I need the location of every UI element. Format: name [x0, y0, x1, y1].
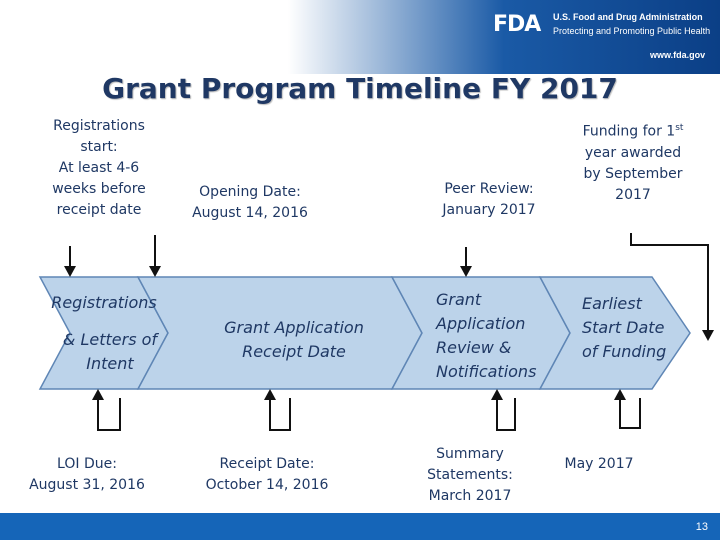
footer-bar — [0, 513, 720, 540]
arrowhead-summary — [491, 389, 503, 400]
fda-logo: FDA — [493, 12, 541, 37]
segment-funding-start-label: Earliest Start Date of Funding — [582, 294, 667, 361]
arrowhead-may — [614, 389, 626, 400]
label-summary-statements: Summary Statements: March 2017 — [427, 446, 513, 504]
connector-may — [620, 398, 640, 428]
connector-receipt — [270, 398, 290, 430]
arrowhead-receipt — [264, 389, 276, 400]
label-may-2017: May 2017 — [564, 456, 634, 472]
label-receipt-date: Receipt Date: October 14, 2016 — [205, 456, 329, 493]
agency-url: www.fda.gov — [650, 50, 706, 60]
connector-summary — [497, 398, 515, 430]
label-loi-due: LOI Due: August 31, 2016 — [29, 456, 145, 493]
label-funding: Funding for 1st year awarded by September 2017 — [582, 123, 684, 203]
agency-tagline: Protecting and Promoting Public Health — [553, 26, 711, 36]
arrowhead-opening — [149, 266, 161, 277]
agency-name: U.S. Food and Drug Administration — [553, 12, 703, 22]
segment-registrations-label: Registrations — [51, 293, 157, 312]
label-registrations-start: Registrations start: At least 4-6 weeks before receipt date — [52, 118, 146, 218]
label-opening-date: Opening Date: August 14, 2016 — [192, 184, 308, 221]
segment-letters-of-intent-label: & Letters of Intent — [62, 330, 158, 373]
arrowhead-funding — [702, 330, 714, 341]
page-title: Grant Program Timeline FY 2017 — [102, 72, 618, 105]
segment-application-receipt-label: Grant Application Receipt Date — [224, 318, 364, 361]
page-number: 13 — [695, 521, 708, 533]
connector-loi — [98, 398, 120, 430]
arrowhead-loi — [92, 389, 104, 400]
arrowhead-peer-review — [460, 266, 472, 277]
segment-application-review-label: Grant Application Review & Notifications — [436, 290, 537, 381]
label-peer-review: Peer Review: January 2017 — [442, 181, 536, 218]
arrowhead-registrations-start — [64, 266, 76, 277]
